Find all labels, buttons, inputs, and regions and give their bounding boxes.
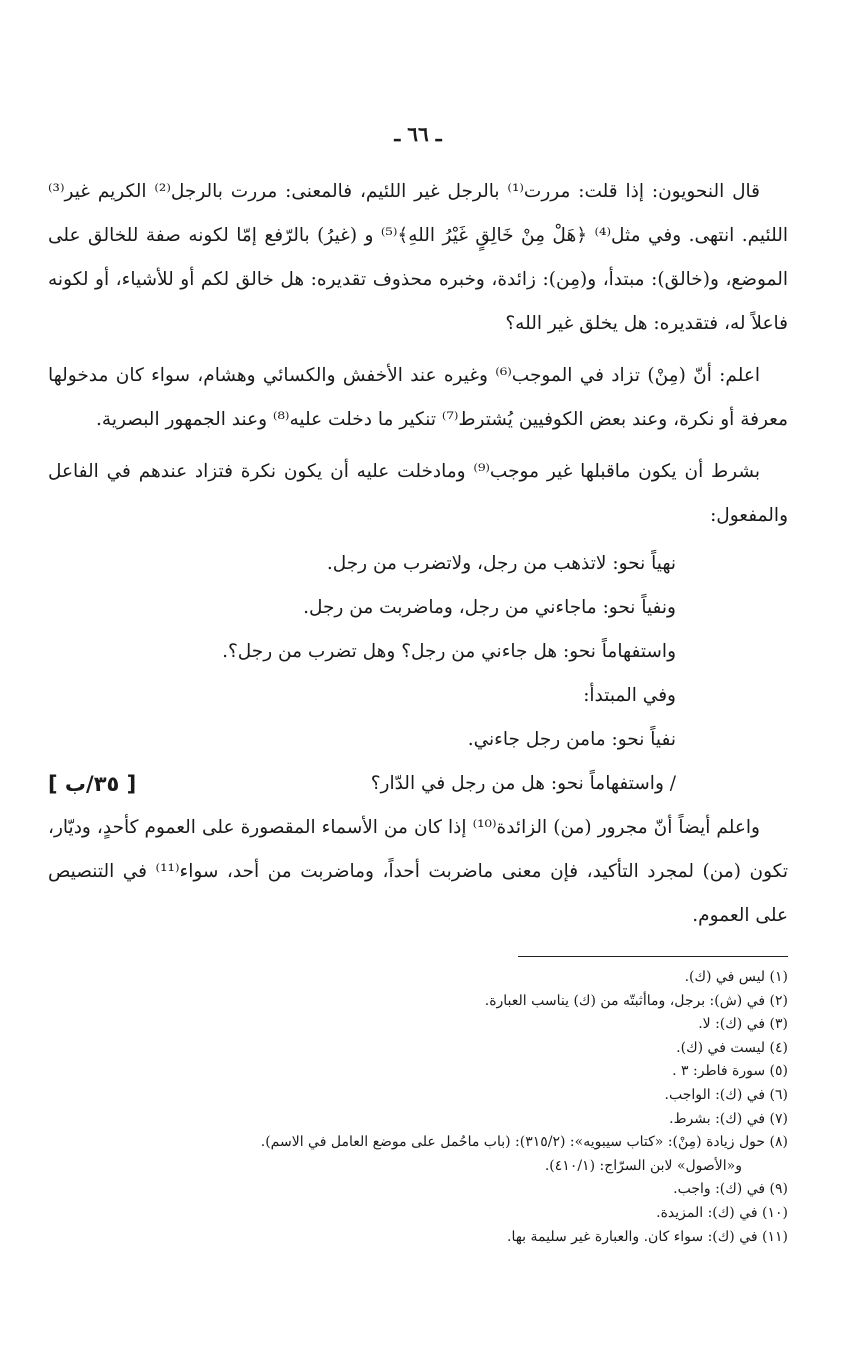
footnote-5: (٥) سورة فاطر: ٣ .: [672, 1063, 788, 1080]
footnotes: [48, 966, 788, 1249]
paragraph-min-addition: اعلم: أنّ (مِنْ) تزاد في الموجب⁽⁶⁾ وغيره عند الأخفش والكسائي وهشام، سواء كان مدخولها معرفة أو نكرة، وعند بعض الكوفيين يُشترط⁽⁷⁾ تنكير ما دخلت عليه⁽⁸⁾ وعند الجمهور البصرية.: [48, 365, 788, 430]
footnote-9: (٩) في (ك): واجب.: [673, 1181, 788, 1198]
footnote-1: (١) ليس في (ك).: [684, 969, 788, 985]
examples-list: [48, 542, 788, 806]
footnote-8: (٨) حول زيادة (مِنْ): «كتاب سيبويه»: (٣١٥/٢): (باب ماحُمل على موضع العامل في الاسم).: [260, 1134, 788, 1151]
example-prohibition: نهياً نحو: لاتذهب من رجل، ولاتضرب من رجل.: [326, 553, 676, 574]
example-interrogation: واستفهاماً نحو: هل جاءني من رجل؟ وهل تضرب من رجل؟.: [222, 641, 676, 662]
example-mubtada-negation: نفياً نحو: مامن رجل جاءني.: [467, 729, 676, 750]
example-negation: ونفياً نحو: ماجاءني من رجل، وماضربت من رجل.: [303, 597, 676, 618]
document-page: [48, 0, 788, 1366]
main-text: [48, 170, 788, 938]
footnote-6: (٦) في (ك): الواجب.: [664, 1086, 788, 1103]
example-mubtada-interrogation: / واستفهاماً نحو: هل من رجل في الدّار؟: [370, 773, 676, 794]
footnote-8-continuation: و«الأصول» لابن السرّاج: (٤١٠/١).: [544, 1157, 742, 1174]
paragraph-grammarians: قال النحويون: إذا قلت: مررت⁽¹⁾ بالرجل غير اللئيم، فالمعنى: مررت بالرجل⁽²⁾ الكريم غير⁽³⁾ اللئيم. انتهى. وفي مثل⁽⁴⁾ ﴿هَلْ مِنْ خَالِقٍ غَيْرُ اللهِ﴾⁽⁵⁾ و (غيرُ) بالرّفع إمّا لكونه صفة للخالق على الموضع، و(خالق): مبتدأ، و(مِن): زائدة، وخبره محذوف تقديره: هل خالق لكم أو للأشياء، أو لكونه فاعلاً له، فتقديره: هل يخلق غير الله؟: [48, 181, 788, 334]
paragraph-generality: واعلم أيضاً أنّ مجرور (من) الزائدة⁽¹⁰⁾ إذا كان من الأسماء المقصورة على العموم كأحدٍ، وديّار، تكون (من) لمجرد التأكيد، فإن معنى ماضربت أحداً، وماضربت من أحد، سواء⁽¹¹⁾ في التنصيص على العموم.: [48, 817, 788, 926]
footnote-11: (١١) في (ك): سواء كان. والعبارة غير سليمة بها.: [507, 1228, 788, 1245]
example-row-with-folio: [48, 762, 788, 806]
footnote-2: (٢) في (ش): برجل، وماأثبتّه من (ك) يناسب العبارة.: [484, 992, 788, 1009]
footnote-3: (٣) في (ك): لا.: [698, 1016, 788, 1033]
paragraph-condition: بشرط أن يكون ماقبلها غير موجب⁽⁹⁾ ومادخلت عليه أن يكون نكرة فتزاد عندهم في الفاعل والمفعول:: [48, 461, 788, 526]
folio-marker: [ ٣٥/ب ]: [48, 772, 137, 796]
page-number: ـ ٦٦ ـ: [394, 122, 442, 146]
footnote-10: (١٠) في (ك): المزيدة.: [656, 1204, 788, 1221]
footnote-divider: [518, 956, 788, 957]
footnote-7: (٧) في (ك): بشرط.: [669, 1110, 788, 1127]
example-mubtada-heading: وفي المبتدأ:: [583, 685, 676, 706]
footnote-4: (٤) ليست في (ك).: [676, 1039, 788, 1056]
